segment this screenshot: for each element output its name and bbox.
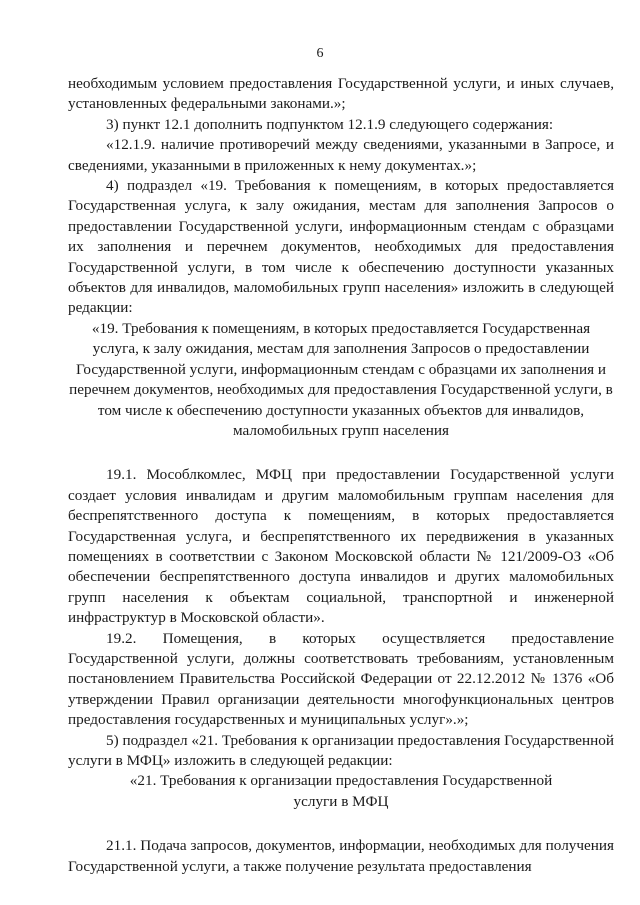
paragraph-21-1: 21.1. Подача запросов, документов, информации, необходимых для получения Государственной услуги, а также получение результата предоставления: [68, 837, 614, 875]
section-heading-21-line1: «21. Требования к организации предоставления Государственной: [129, 772, 553, 790]
spacer: [68, 812, 614, 836]
paragraph-19-1: 19.1. Мособлкомлес, МФЦ при предоставлении Государственной услуги создает условия инвалидам и другим маломобильным группам населения для беспрепятственного доступа к помещениям, в которых предоставляется Государственная услуга, и беспрепятственного их передвижения в указанных помещениях в соответствии с Законом Московской области № 121/2009-ОЗ «Об обеспечении беспрепятственного доступа инвалидов и других маломобильных групп населения к объектам социальной, транспортной и инженерной инфраструктур в Московской области».: [68, 466, 614, 627]
section-heading-21-line2: услуги в МФЦ: [293, 792, 389, 810]
paragraph-continuation: необходимым условием предоставления Государственной услуги, и иных случаев, установленных федеральными законами.»;: [68, 75, 614, 113]
paragraph-item-4: 4) подраздел «19. Требования к помещениям, в которых предоставляется Государственная услуга, к залу ожидания, местам для заполнения Запросов о предоставлении Государственной услуги, информационным стендам с образцами их заполнения и перечнем документов, необходимых для предоставления Государственной услуги, в том числе к обеспечению доступности указанных объектов для инвалидов, маломобильных групп населения» изложить в следующей редакции:: [68, 177, 614, 317]
section-heading-19: «19. Требования к помещениям, в которых предоставляется Государственная услуга, к залу ожидания, местам для заполнения Запросов о предоставлении Государственной услуги, информационным стендам с образцами их заполнения и перечнем документов, необходимых для предоставления Государственной услуги, в том числе к обеспечению доступности указанных объектов для инвалидов, маломобильных групп населения: [69, 319, 613, 439]
document-body: [68, 74, 614, 877]
paragraph-item-5: 5) подраздел «21. Требования к организации предоставления Государственной услуги в МФЦ» изложить в следующей редакции:: [68, 731, 614, 769]
page-number: 6: [316, 46, 324, 61]
paragraph-subitem-12-1-9: «12.1.9. наличие противоречий между сведениями, указанными в Запросе, и сведениями, указанными в приложенных к нему документах.»;: [68, 136, 614, 174]
paragraph-item-3: 3) пункт 12.1 дополнить подпунктом 12.1.9 следующего содержания:: [106, 115, 554, 133]
paragraph-19-2: 19.2. Помещения, в которых осуществляется предоставление Государственной услуги, должны соответствовать требованиям, установленным постановлением Правительства Российской Федерации от 22.12.2012 № 1376 «Об утверждении Правил организации деятельности многофункциональных центров предоставления государственных и муниципальных услуг».»;: [68, 629, 614, 729]
spacer: [68, 441, 614, 465]
